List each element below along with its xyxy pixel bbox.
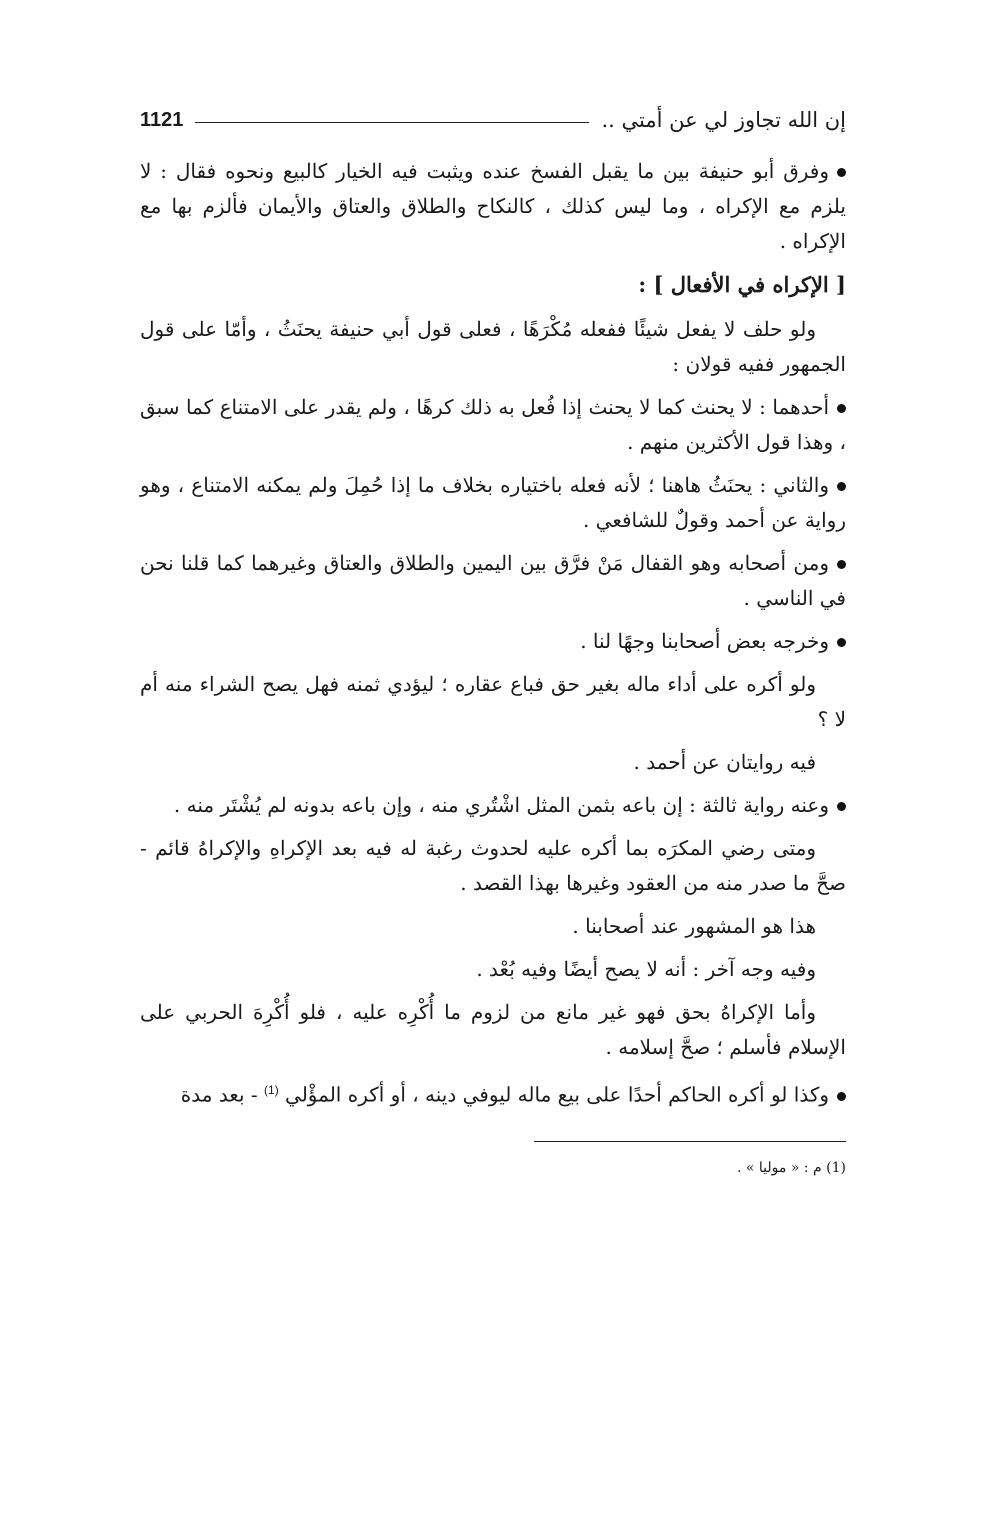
section-heading: [ الإكراه في الأفعال ] :: [638, 272, 846, 297]
footnote-marker: (1): [264, 1083, 279, 1097]
paragraph: [140, 1073, 846, 1113]
paragraph: ولو حلف لا يفعل شيئًا ففعله مُكْرَهًا ، فعلى قول أبي حنيفة يحنَثُ ، وأمّا على قول الجمهور ففيه قولان :: [140, 317, 846, 376]
paragraph: [140, 390, 846, 460]
bullet-icon: [837, 638, 846, 647]
paragraph-text: والثاني : يحنَثُ هاهنا ؛ لأنه فعله باختياره بخلاف ما إذا حُمِلَ ولم يمكنه الامتناع ، وهو رواية عن أحمد وقولٌ للشافعي .: [140, 473, 846, 532]
footnote: (1) م : « موليا » .: [736, 1159, 846, 1176]
paragraph-text: وكذا لو أكره الحاكم أحدًا على بيع ماله ليوفي دينه ، أو أكره المؤْلي: [285, 1082, 829, 1107]
paragraph: [140, 468, 846, 538]
running-header: [140, 100, 846, 140]
paragraph-text: وفرق أبو حنيفة بين ما يقبل الفسخ عنده ويثبت فيه الخيار كالبيع ونحوه فقال : لا يلزم مع الإكراه ، وما ليس كذلك ، كالنكاح والطلاق والعتاق والأيمان فألزم بها مع الإكراه .: [140, 159, 846, 253]
bullet-icon: [837, 802, 846, 811]
paragraph: فيه روايتان عن أحمد .: [633, 750, 816, 774]
paragraph: [140, 624, 846, 659]
bullet-icon: [837, 1092, 846, 1101]
paragraph: وأما الإكراهُ بحق فهو غير مانع من لزوم ما أُكْرِه عليه ، فلو أُكْرِهَ الحربي على الإسلام فأسلم ؛ صحَّ إسلامه .: [140, 1000, 846, 1059]
header-rule: [195, 122, 589, 123]
paragraph-text: أحدهما : لا يحنث كما لا يحنث إذا فُعل به ذلك كرهًا ، ولم يقدر على الامتناع كما سبق ، وهذا قول الأكثرين منهم .: [140, 395, 846, 454]
main-text: [140, 154, 846, 1178]
paragraph: هذا هو المشهور عند أصحابنا .: [572, 914, 816, 938]
paragraph: وفيه وجه آخر : أنه لا يصح أيضًا وفيه بُعْد .: [476, 957, 816, 981]
page-number: 1121: [140, 108, 184, 131]
bullet-icon: [837, 168, 846, 177]
paragraph: ولو أكره على أداء ماله بغير حق فباع عقاره ؛ ليؤدي ثمنه فهل يصح الشراء منه أم لا ؟: [140, 672, 846, 731]
paragraph-text: وخرجه بعض أصحابنا وجهًا لنا .: [580, 629, 829, 653]
bullet-icon: [837, 560, 846, 569]
paragraph: [140, 788, 846, 823]
paragraph: ومتى رضي المكرَه بما أكره عليه لحدوث رغبة له فيه بعد الإكراهِ والإكراهُ قائم - صحَّ ما صدر منه من العقود وغيرها بهذا القصد .: [140, 836, 846, 895]
paragraph-text: ومن أصحابه وهو القفال مَنْ فرَّق بين اليمين والطلاق والعتاق وغيرهما كما قلنا نحن في الناسي .: [140, 551, 846, 610]
running-title: إن الله تجاوز لي عن أمتي ..: [601, 108, 846, 132]
paragraph-text: وعنه رواية ثالثة : إن باعه بثمن المثل اشْتُري منه ، وإن باعه بدونه لم يُشْتَر منه .: [173, 793, 829, 817]
paragraph: [140, 154, 846, 259]
bullet-icon: [837, 482, 846, 491]
bullet-icon: [837, 404, 846, 413]
paragraph: [140, 546, 846, 616]
paragraph-text: - بعد مدة: [180, 1082, 258, 1107]
page: [140, 100, 846, 1186]
footnote-rule: [534, 1141, 846, 1142]
